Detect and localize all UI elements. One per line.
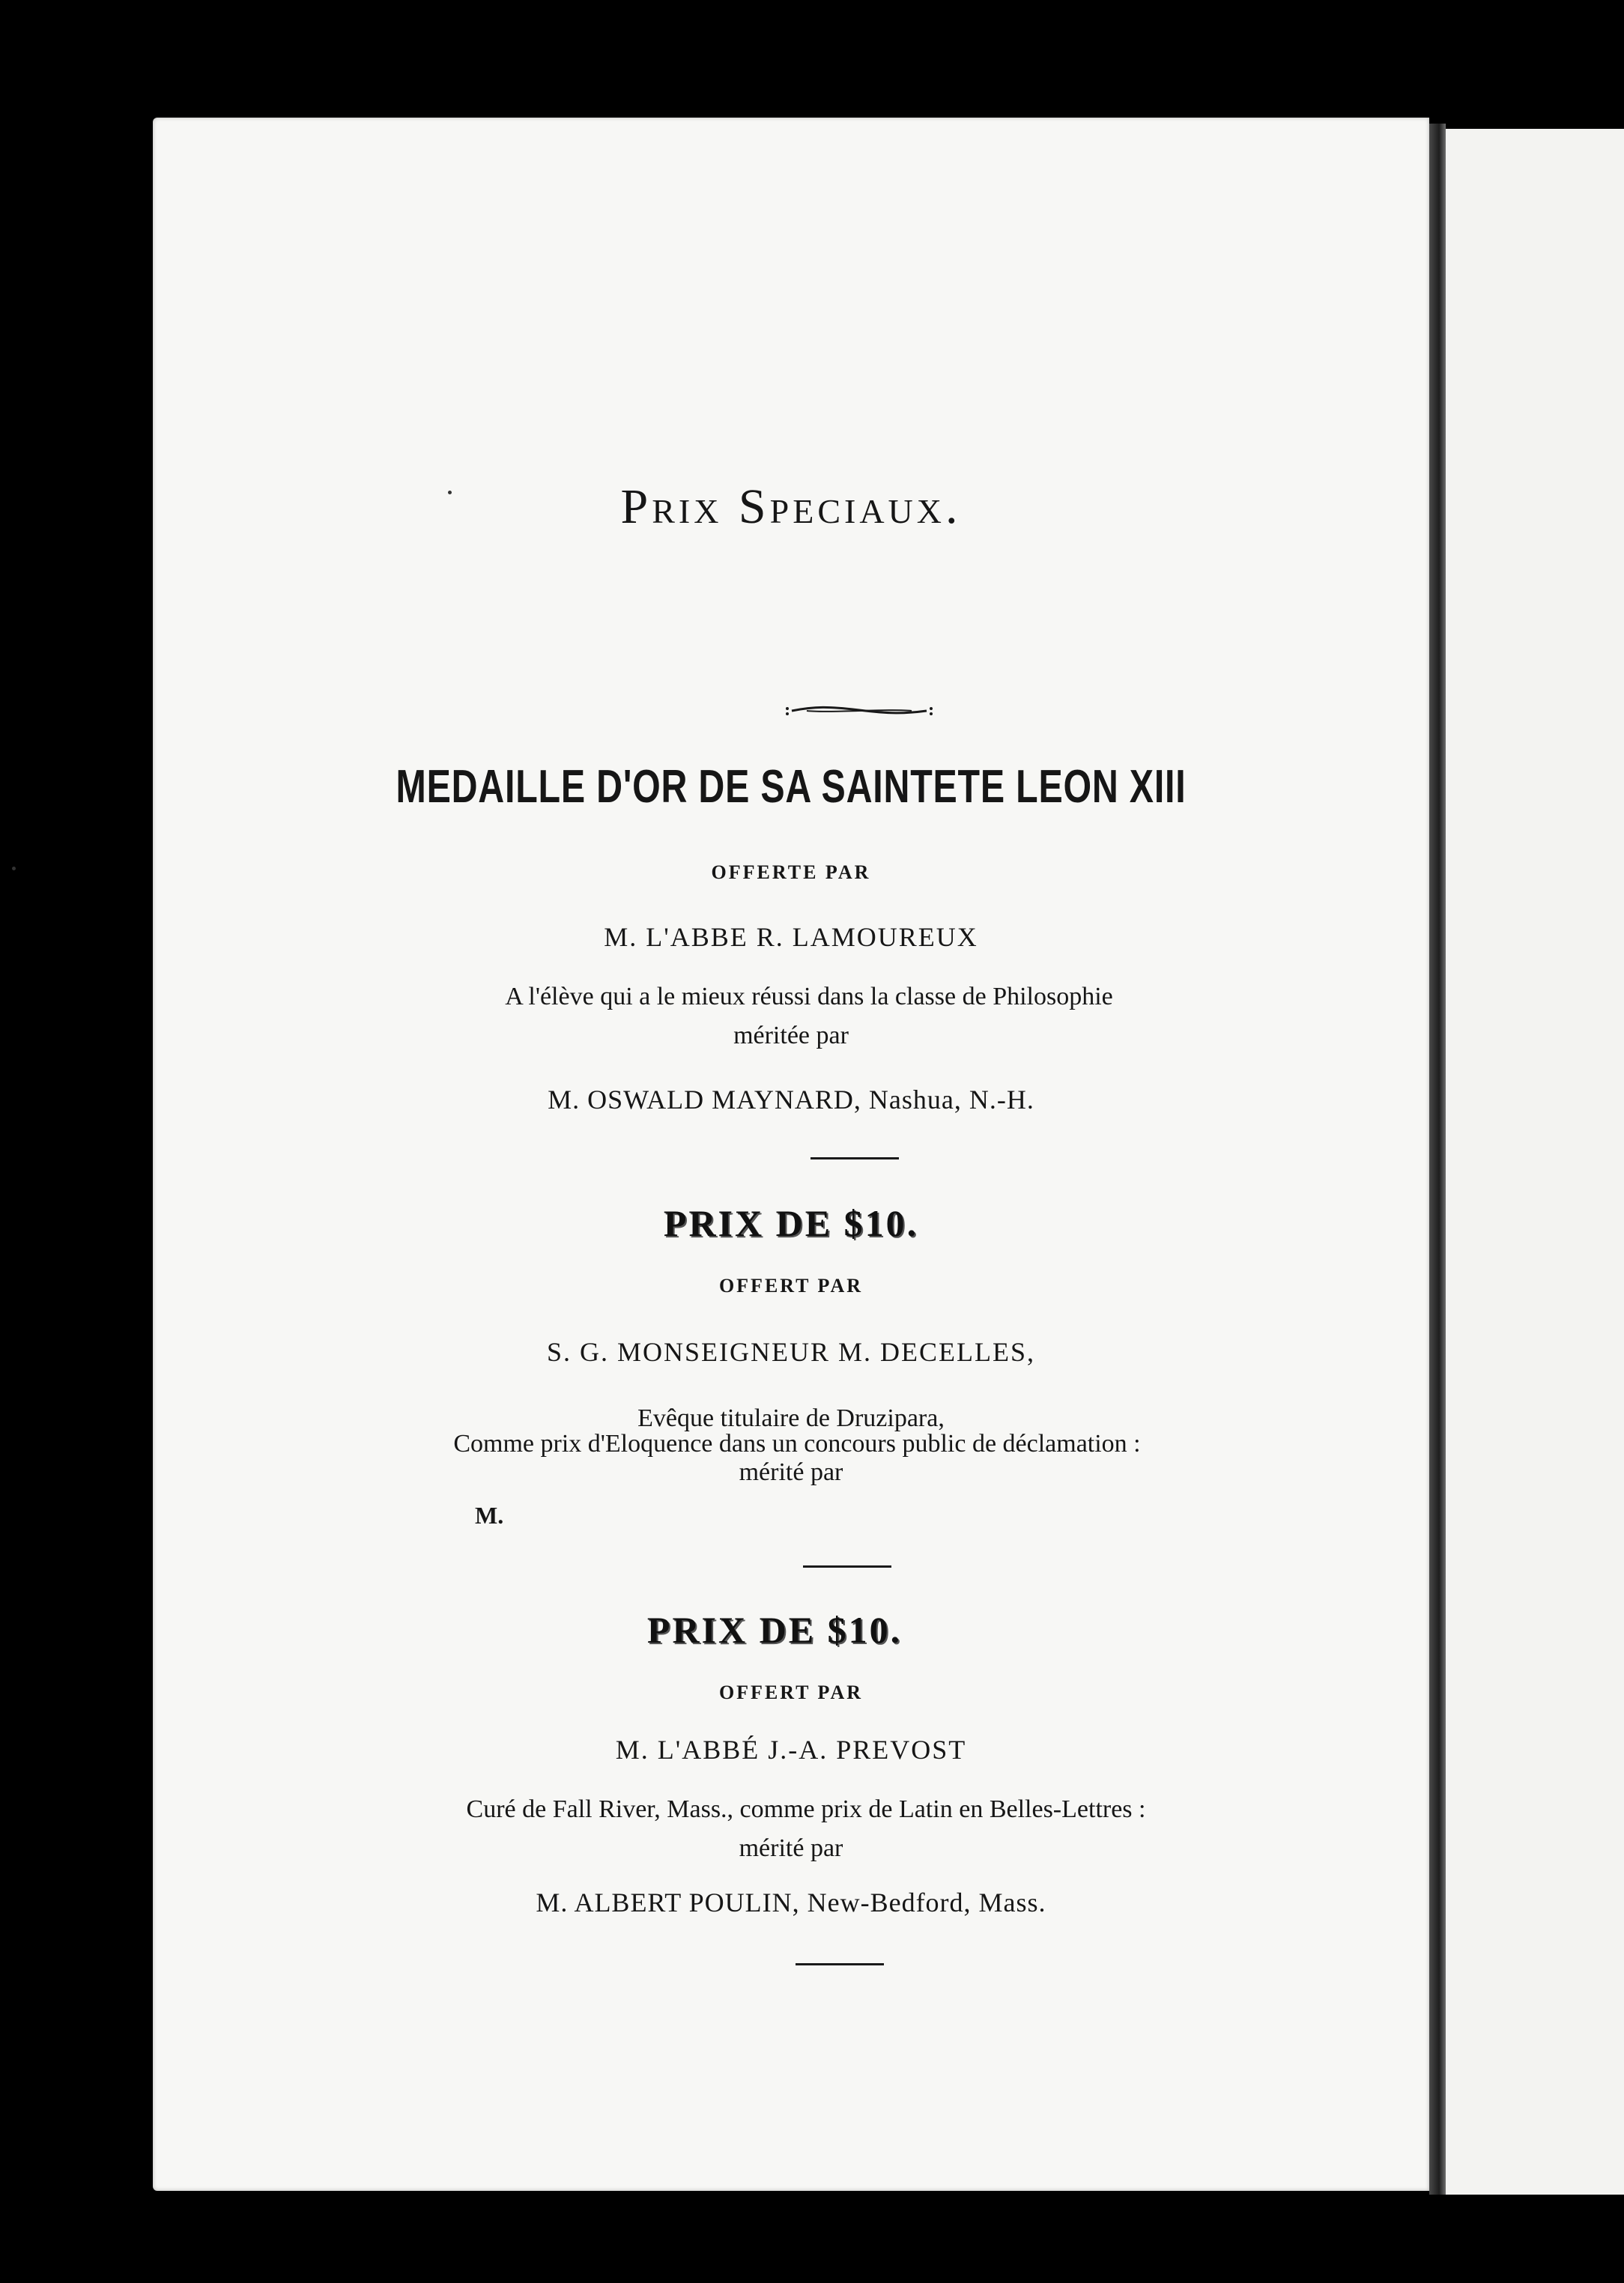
merit-label: mérité par bbox=[739, 1458, 843, 1486]
recipient-name: M. bbox=[475, 1502, 504, 1529]
prize-heading: PRIX DE $10. bbox=[663, 1202, 919, 1244]
scan-shadow bbox=[0, 2142, 37, 2217]
section-divider bbox=[803, 1565, 891, 1568]
prize-description: Curé de Fall River, Mass., comme prix de Latin en Belles-Lettres : bbox=[466, 1795, 1146, 1823]
offered-by-label: OFFERTE PAR bbox=[711, 861, 871, 883]
page-title: Prix Speciaux. bbox=[620, 479, 962, 534]
recipient-name: M. ALBERT POULIN, New-Bedford, Mass. bbox=[536, 1888, 1046, 1917]
offered-by-label: OFFERT PAR bbox=[718, 1275, 864, 1297]
ink-speck bbox=[12, 867, 16, 870]
page-content bbox=[153, 118, 1429, 2191]
offered-by-label: OFFERT PAR bbox=[718, 1682, 864, 1703]
medal-heading: MEDAILLE D'OR DE SA SAINTETE LEON XIII bbox=[396, 761, 1187, 813]
prize-description: Comme prix d'Eloquence dans un concours public de déclamation : bbox=[453, 1430, 1141, 1458]
donor-name: M. L'ABBE R. LAMOUREUX bbox=[604, 922, 978, 952]
donor-name: S. G. MONSEIGNEUR M. DECELLES, bbox=[546, 1337, 1035, 1367]
donor-title: Evêque titulaire de Druzipara, bbox=[637, 1404, 945, 1432]
recipient-name: M. OSWALD MAYNARD, Nashua, N.-H. bbox=[548, 1085, 1034, 1115]
section-divider bbox=[811, 1157, 899, 1159]
adjacent-page-edge bbox=[1446, 129, 1624, 2195]
donor-name: M. L'ABBÉ J.-A. PREVOST bbox=[615, 1735, 967, 1765]
prize-heading: PRIX DE $10. bbox=[646, 1609, 903, 1651]
prize-description: A l'élève qui a le mieux réussi dans la classe de Philosophie bbox=[505, 983, 1113, 1010]
book-gutter bbox=[1429, 124, 1446, 2195]
page bbox=[153, 118, 1429, 2191]
merit-label: mérité par bbox=[739, 1834, 843, 1862]
section-divider bbox=[796, 1963, 884, 1965]
ornament-divider-icon bbox=[784, 702, 934, 720]
merit-label: méritée par bbox=[733, 1022, 849, 1049]
